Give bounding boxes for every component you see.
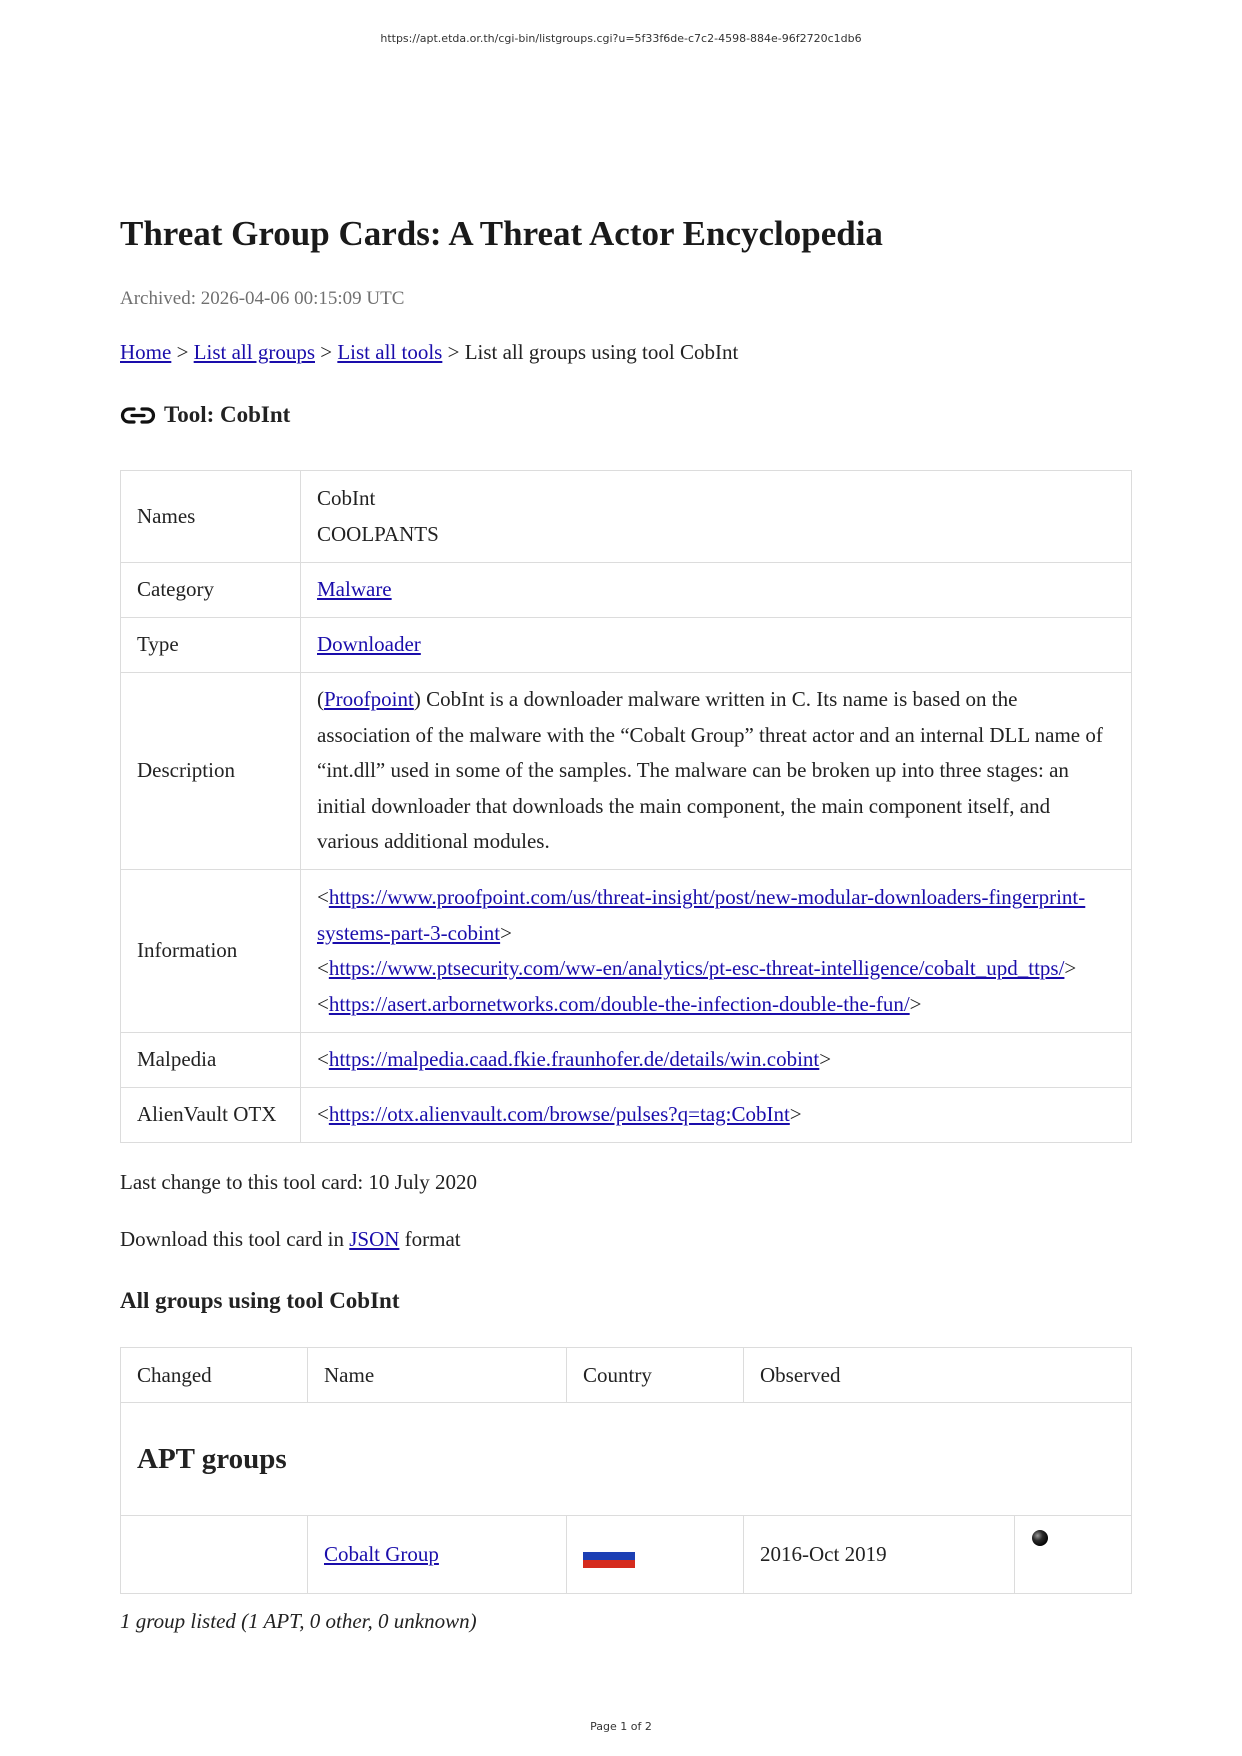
description-label: Description: [121, 673, 301, 870]
country-column-header: Country: [567, 1348, 744, 1403]
download-line: [120, 1227, 461, 1252]
status-cell: [1015, 1516, 1132, 1594]
information-link[interactable]: https://www.proofpoint.com/us/threat-insight/post/new-modular-downloaders-fingerprint-systems-part-3-cobint: [317, 885, 1086, 945]
category-value: [301, 563, 1132, 618]
information-link-item: <https://www.ptsecurity.com/ww-en/analytics/pt-esc-threat-intelligence/cobalt_upd_ttps/>: [317, 956, 1077, 980]
type-link[interactable]: Downloader: [317, 632, 421, 657]
breadcrumb-separator: >: [447, 340, 460, 364]
table-row: [121, 1516, 1132, 1594]
otx-row: [121, 1088, 1132, 1143]
groups-summary: 1 group listed (1 APT, 0 other, 0 unknown): [120, 1609, 477, 1633]
section-title: APT groups: [121, 1403, 1132, 1516]
observed-column-header: Observed: [744, 1348, 1132, 1403]
tool-card-table: [120, 470, 1132, 1143]
information-link-item: <https://www.proofpoint.com/us/threat-insight/post/new-modular-downloaders-fingerprint-systems-part-3-cobint>: [317, 885, 1086, 945]
groups-table-header: [121, 1348, 1132, 1403]
breadcrumb-groups-link[interactable]: List all groups: [193, 340, 315, 364]
observed-cell: 2016-Oct 2019: [744, 1516, 1015, 1594]
information-link[interactable]: https://asert.arbornetworks.com/double-the-infection-double-the-fun/: [328, 991, 910, 1016]
information-value: [301, 870, 1132, 1033]
country-cell: [567, 1516, 744, 1594]
breadcrumb-separator: >: [176, 340, 189, 364]
breadcrumb-home-link[interactable]: Home: [120, 340, 172, 364]
group-link[interactable]: Cobalt Group: [324, 1542, 439, 1566]
changed-column-header: Changed: [121, 1348, 308, 1403]
name-item: CobInt: [317, 486, 376, 510]
names-value: [301, 471, 1132, 563]
breadcrumb-separator: >: [320, 340, 333, 364]
page-title: Threat Group Cards: A Threat Actor Encyclopedia: [120, 214, 883, 253]
name-item: COOLPANTS: [317, 521, 439, 546]
otx-link[interactable]: https://otx.alienvault.com/browse/pulses?q=tag:CobInt: [328, 1102, 790, 1127]
type-label: Type: [121, 618, 301, 673]
category-label: Category: [121, 563, 301, 618]
russia-flag-icon: [583, 1544, 635, 1568]
groups-heading: All groups using tool CobInt: [120, 1288, 400, 1313]
breadcrumb: [120, 340, 738, 365]
link-icon: [120, 404, 156, 428]
name-cell: [308, 1516, 567, 1594]
category-row: [121, 563, 1132, 618]
breadcrumb-current: List all groups using tool CobInt: [464, 340, 739, 364]
otx-label: AlienVault OTX: [121, 1088, 301, 1143]
information-row: [121, 870, 1132, 1033]
description-value: (Proofpoint) CobInt is a downloader malware written in C. Its name is based on the association of the malware with the “Cobalt Group” threat actor and an internal DLL name of “int.dll” used in some of the samples. The malware can be broken up into three stages: an initial downloader that downloads the main component, the main component itself, and various additional modules.: [301, 673, 1132, 870]
download-suffix: format: [404, 1227, 461, 1251]
description-source-link[interactable]: Proofpoint: [324, 687, 414, 712]
information-link-item: <https://asert.arbornetworks.com/double-the-infection-double-the-fun/>: [317, 991, 922, 1016]
page-number: Page 1 of 2: [590, 1720, 652, 1733]
category-link[interactable]: Malware: [317, 577, 392, 602]
malpedia-link[interactable]: https://malpedia.caad.fkie.fraunhofer.de/details/win.cobint: [328, 1047, 820, 1072]
otx-value: <https://otx.alienvault.com/browse/pulses?q=tag:CobInt>: [301, 1088, 1132, 1143]
type-value: [301, 618, 1132, 673]
type-row: [121, 618, 1132, 673]
information-link[interactable]: https://www.ptsecurity.com/ww-en/analytics/pt-esc-threat-intelligence/cobalt_upd_ttps/: [328, 956, 1065, 980]
section-row: [121, 1403, 1132, 1516]
name-column-header: Name: [308, 1348, 567, 1403]
print-url: https://apt.etda.or.th/cgi-bin/listgroups.cgi?u=5f33f6de-c7c2-4598-884e-96f2720c1db6: [380, 32, 862, 45]
changed-cell: [121, 1516, 308, 1594]
malpedia-value: <https://malpedia.caad.fkie.fraunhofer.de/details/win.cobint>: [301, 1033, 1132, 1088]
json-download-link[interactable]: JSON: [349, 1227, 400, 1251]
names-row: [121, 471, 1132, 563]
breadcrumb-tools-link[interactable]: List all tools: [337, 340, 443, 364]
download-prefix: Download this tool card in: [120, 1227, 344, 1251]
black-ball-icon: [1031, 1529, 1049, 1547]
description-text: CobInt is a downloader malware written in C. Its name is based on the association of the malware with the “Cobalt Group” threat actor and an internal DLL name of “int.dll” used in some of the samples. The malware can be broken up into three stages: an initial downloader that downloads the main component, the main component itself, and various additional modules.: [317, 687, 1103, 854]
malpedia-label: Malpedia: [121, 1033, 301, 1088]
names-label: Names: [121, 471, 301, 563]
information-label: Information: [121, 870, 301, 1033]
archived-timestamp: Archived: 2026-04-06 00:15:09 UTC: [120, 288, 405, 309]
tool-heading-text: Tool: CobInt: [164, 402, 291, 427]
malpedia-row: [121, 1033, 1132, 1088]
groups-table: [120, 1347, 1132, 1594]
tool-heading: [120, 402, 290, 428]
description-row: [121, 673, 1132, 870]
last-change-text: Last change to this tool card: 10 July 2020: [120, 1170, 477, 1194]
